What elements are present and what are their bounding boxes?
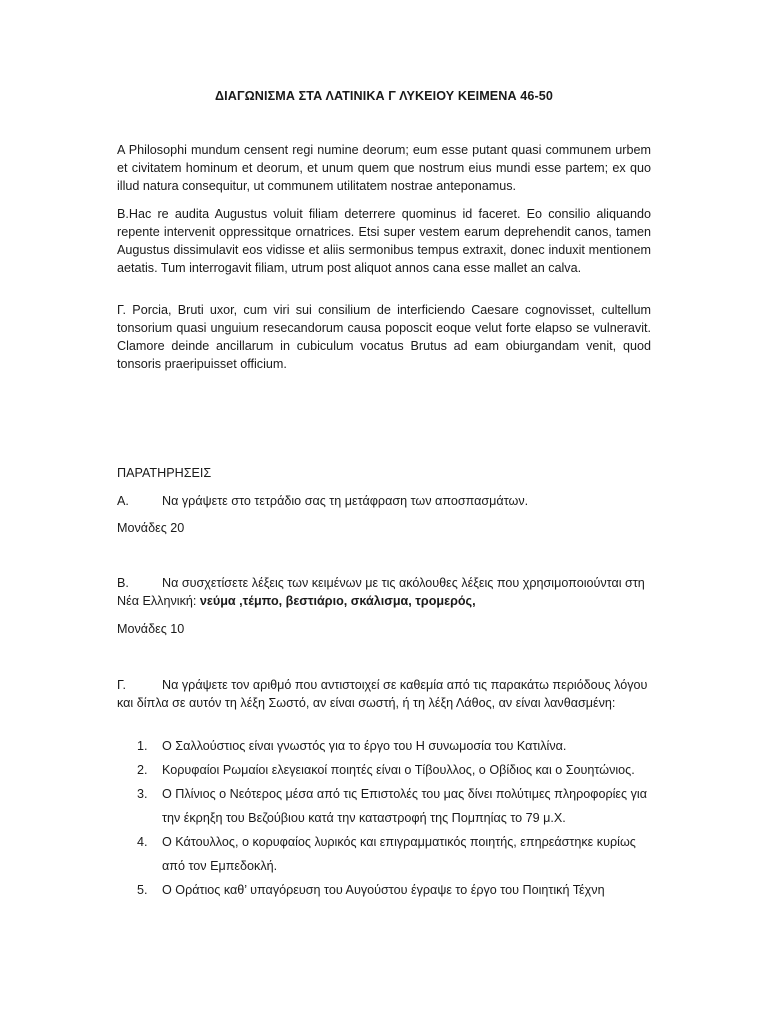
list-item-text: Ο Οράτιος καθ’ υπαγόρευση του Αυγούστου έγραψε το έργο του Ποιητική Τέχνη <box>162 883 605 897</box>
list-item-number: 4. <box>137 835 148 849</box>
task-c-text: Να γράψετε τον αριθμό που αντιστοιχεί σε καθεμία από τις παρακάτω περιόδους λόγου και δίπλα σε αυτόν τη λέξη Σωστό, αν είναι σωστή, ή τη λέξη Λάθος, αν είναι λανθασμένη: <box>117 678 648 710</box>
list-item <box>117 782 657 830</box>
document-title: ΔΙΑΓΩΝΙΣΜΑ ΣΤΑ ΛΑΤΙΝΙΚΑ Γ ΛΥΚΕΙΟΥ ΚΕΙΜΕΝΑ 46-50 <box>215 89 553 103</box>
task-b-text: Να συσχετίσετε λέξεις των κειμένων με τις ακόλουθες λέξεις που χρησιμοποιούνται στη Νέα Ελληνική: <box>117 576 645 608</box>
task-a-label: Α. <box>117 494 129 508</box>
list-item <box>117 878 657 902</box>
task-a-points: Μονάδες 20 <box>117 521 185 535</box>
task-a-text: Να γράψετε στο τετράδιο σας τη μετάφραση των αποσπασμάτων. <box>162 494 529 508</box>
task-b-label: Β. <box>117 576 129 590</box>
list-item-number: 1. <box>137 739 148 753</box>
statements-list <box>117 734 657 902</box>
list-item <box>117 758 657 782</box>
task-c-label: Γ. <box>117 678 127 692</box>
list-item-text: Ο Σαλλούστιος είναι γνωστός για το έργο του Η συνωμοσία του Κατιλίνα. <box>162 739 567 753</box>
list-item-number: 3. <box>137 787 148 801</box>
list-item-text: Ο Κάτουλλος, ο κορυφαίος λυρικός και επιγραμματικός ποιητής, επηρεάστηκε κυρίως από τον Εμπεδοκλή. <box>162 835 636 873</box>
list-item-text: Ο Πλίνιος ο Νεότερος μέσα από τις Επιστολές του μας δίνει πολύτιμες πληροφορίες για την έκρηξη του Βεζούβιου κατά την καταστροφή της Πομπηίας το 79 μ.Χ. <box>162 787 647 825</box>
latin-text-b: B.Hac re audita Augustus voluit filiam deterrere quominus id faceret. Eo consilio aliquando repente intervenit oppressitque ornatrices. Etsi super vestem earum deprehendit canos, tamen Augustus dissimulavit eos vidisse et aliis sermonibus tempus extraxit, donec induxit mentionem aetatis. Tum interrogavit filiam, utrum post aliquot annos cana esse mallet an calva. <box>117 207 651 275</box>
task-c <box>117 676 651 712</box>
remarks-heading: ΠΑΡΑΤΗΡΗΣΕΙΣ <box>117 466 212 480</box>
task-b-words: νεύμα ,τέμπο, βεστιάριο, σκάλισμα, τρομερός, <box>199 594 476 608</box>
list-item <box>117 830 657 878</box>
latin-text-a: A Philosophi mundum censent regi numine deorum; eum esse putant quasi communem urbem et civitatem hominum et deorum, et unum quem que nostrum eius mundi esse partem; ex quo illud natura consequitur, ut communem utilitatem nostrae anteponamus. <box>117 143 651 193</box>
list-item <box>117 734 657 758</box>
task-b-points: Μονάδες 10 <box>117 622 185 636</box>
list-item-number: 2. <box>137 763 148 777</box>
list-item-text: Κορυφαίοι Ρωμαίοι ελεγειακοί ποιητές είναι ο Τίβουλλος, ο Οβίδιος και ο Σουητώνιος. <box>162 763 635 777</box>
task-a <box>117 492 651 510</box>
latin-text-c: Γ. Porcia, Bruti uxor, cum viri sui consilium de interficiendo Caesare cognovisset, cultellum tonsorium quasi unguium resecandorum causa poposcit eoque velut forte elapso se vulneravit. Clamore deinde ancillarum in cubiculum vocatus Brutus ad eam obiurgandam venit, quod tonsoris praeripuisset officium. <box>117 303 651 371</box>
list-item-number: 5. <box>137 883 148 897</box>
task-b <box>117 574 651 610</box>
